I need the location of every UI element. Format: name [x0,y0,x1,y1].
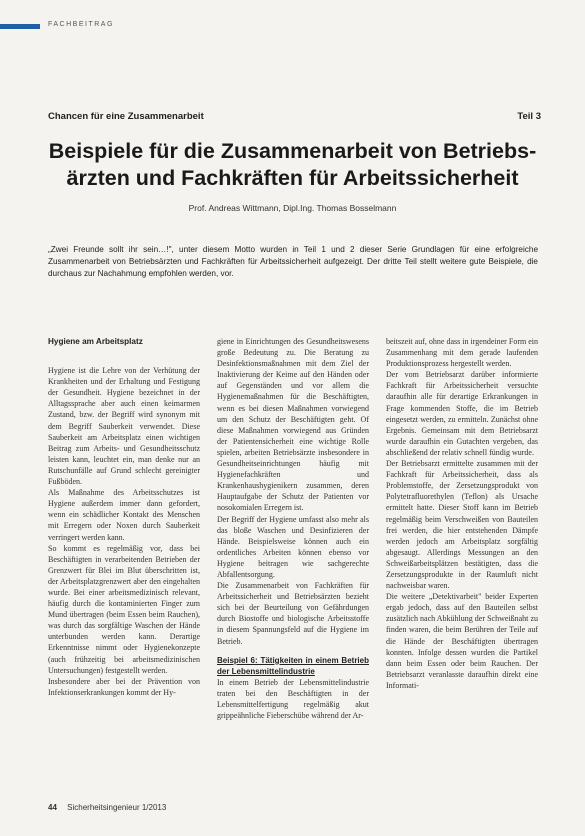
paragraph: Hygiene ist die Lehre von der Verhütung der Krankheiten und der Erhaltung und Festigung der Gesundheit. Hygiene bezeichnet in der Alltagssprache aber auch einen keimarmen Zustand, bzw. der Begriff wird synonym mit dem Begriff Sauberkeit verwendet. Diese Sauberkeit am Arbeitsplatz einen wichtigen Beitrag zum Arbeits- und Gesundheitsschutz leisten kann, leuchtet ein, man denke nur an Rutschunfälle auf Grund schlecht gereinigter Fußböden. [48,366,200,487]
paragraph: beitszeit auf, ohne dass in irgendeiner Form ein Zusammenhang mit dem gerade laufenden Produktionsprozess hergestellt werden. [386,337,538,369]
paragraph: Insbesondere aber bei der Prävention von Infektionserkrankungen kommt der Hy- [48,676,200,697]
paragraph: Der vom Betriebsarzt darüber informierte Fachkraft für Arbeitssicherheit versuchte daraufhin alle für derartige Erkrankungen in Frage kommenden Stoffe, die im Betrieb eingesetzt werden, zu ermitteln. Zunächst ohne Ergebnis. Gemeinsam mit dem Betriebsarzt wurde daraufhin ein Gutachten vergeben, das abschließend der relativ schnell fündig wurde. [386,370,538,457]
paragraph: Der Begriff der Hygiene umfasst also mehr als das bloße Waschen und Desinfizieren der Hände. Beispielsweise können auch ein ordentliches Arbeiten können ebenso vor Hygiene beitragen wie sachgerechte Abfallentsorgung. [217,514,369,579]
section-label: FACHBEITRAG [48,21,114,28]
journal-name: Sicherheitsingenieur 1/2013 [67,803,167,812]
section-heading: Hygiene am Arbeitsplatz [48,337,143,346]
article-authors: Prof. Andreas Wittmann, Dipl.Ing. Thomas Bosselmann [188,203,397,213]
paragraph: So kommt es regelmäßig vor, dass bei Beschäftigten in verarbeitenden Betrieben der Grenzwert für Blei im Blut überschritten ist, der Arbeitsplatzgrenzwert aber den eingehalten wurde. Bei einer arbeitsmedizinisch relevant, häufig durch die kontaminierten Finger zum Mund übertragen (beim Essen beim Rauchen), was durch das sorgfältige Waschen der Hände unterbunden werden kann. Derartige Erkenntnisse nimmt oder Hygienekonzepte (auch frühzeitig bei arbeitsmedizinischen Untersuchungen) festgestellt werden. [48,543,200,675]
page-footer [48,803,166,812]
article-title: Beispiele für die Zusammenarbeit von Betriebs-ärzten und Fachkräften für Arbeitssicherheit [48,139,537,190]
paragraph: Der Betriebsarzt ermittelte zusammen mit der Fachkraft für Arbeitssicherheit, dass als Problemstoffe, der Zersetzungsprodukt von Polytetrafluorethylen (Teflon) als Ursache ermittelt hatte. Dieser Stoff kann im Betrieb regelmäßig beim Verschweißen von Bauteilen frei werden, die hier entstehenden Dämpfe werden jedoch am Arbeitsplatz sorgfältig abgesaugt. Allerdings Messungen an den Schweißarbeitsplätzen bestätigten, dass die Zersetzungsprodukte in der Raumluft nicht nachweisbar waren. [386,459,538,591]
series-part: Teil 3 [517,111,541,122]
paragraph: Als Maßnahme des Arbeitsschutzes ist Hygiene außerdem immer dann gefordert, wenn ein schädlicher Kontakt des Menschen mit Erregern oder Noxen durch Sauberkeit verringert werden kann. [48,488,200,542]
text-column-1 [48,336,200,698]
paragraph: Die weitere „Detektivarbeit" beider Experten ergab jedoch, dass auf den Bauteilen selbst zusätzlich nach Abkühlung der Schweißnaht zu finden waren, die beim Berühren der Teile auf die Hände der Beschäftigten übertragen konnten. Infolge dessen wurden die Partikel dann beim Essen oder beim Rauchen. Der Betriebsarzt veranlasste daraufhin direkt eine Informati- [386,592,538,690]
page-number: 44 [48,803,57,812]
text-column-3 [386,336,538,691]
series-title: Chancen für eine Zusammenarbeit [48,111,204,122]
paragraph: giene in Einrichtungen des Gesundheitswesens große Bedeutung zu. Die Beratung zu Desinfektionsmaßnahmen mit dem Ziel der Inaktivierung der Keime auf den Händen oder auf Gegenständen und vor allem die Hygienemaßnahmen für die Beschäftigten, wenn es bei diesen Maßnahmen vorwiegend um den Schutz der Beschäftigten geht. Of diese Maßnahmen vorwiegend aus Gründen der Patientensicherheit eine wichtige Rolle spielen, arbeiten Betriebsärzte insbesondere in Gesundheitseinrichtungen häufig mit Hygienefachkräften und Krankenhaushygienikern zusammen, deren Hauptaufgabe der Schutz der Patienten vor nosokomialen Erregern ist. [217,337,369,513]
text-column-2 [217,336,369,721]
paragraph: In einem Betrieb der Lebensmittelindustrie traten bei den Beschäftigten in der Lebensmittelfertigung regelmäßig akut grippeähnliche Fieberschübe während der Ar- [217,677,369,721]
section-color-bar [0,24,40,29]
paragraph: Die Zusammenarbeit von Fachkräften für Arbeitssicherheit und Betriebsärzten bezieht sich bei der Beurteilung von Gefährdungen durch Biostoffe und biologische Arbeitsstoffe in diesem Spannungsfeld auf die Hygiene im Betrieb. [217,581,369,646]
article-lead: „Zwei Freunde sollt ihr sein…!", unter diesem Motto wurden in Teil 1 und 2 dieser Serie Grundlagen für eine erfolgreiche Zusammenarbeit von Betriebsärzten und Fachkräften für Arbeitssicherheit aufgezeigt. Der dritte Teil stellt weitere gute Beispiele, die durchaus zur Nachahmung empfohlen werden, vor. [48,245,538,279]
example-heading: Beispiel 6: Tätigkeiten in einem Betrieb der Lebensmittelindustrie [217,655,369,676]
